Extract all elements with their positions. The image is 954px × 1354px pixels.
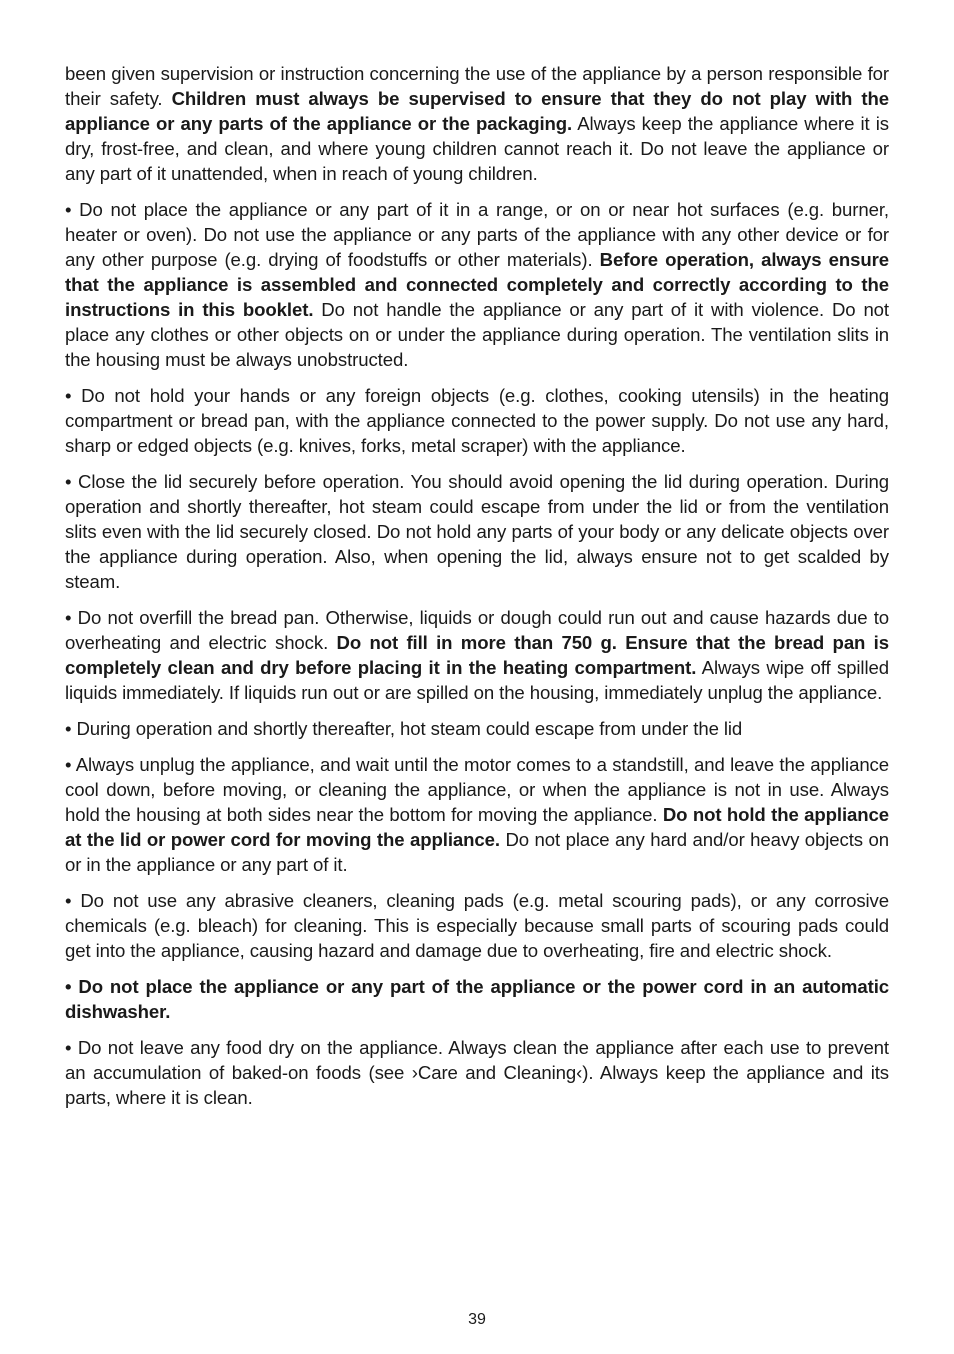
document-body bbox=[65, 61, 889, 1121]
paragraph bbox=[65, 469, 889, 594]
paragraph bbox=[65, 605, 889, 705]
text: Do not handle the appliance or any part of it with violence. Do not place any clothes or other objects on or under the appliance during operation. The ventilation slits in the housing must be always unobstructed. bbox=[65, 299, 889, 370]
text: Do not place any hard and/or heavy objects on or in the appliance or any part of it. bbox=[65, 829, 889, 875]
text: Always keep the appliance where it is dry, frost-free, and clean, and where young children cannot reach it. Do not leave the appliance or any part of it unattended, when in reach of young children. bbox=[65, 113, 889, 184]
text: • Do not hold your hands or any foreign objects (e.g. clothes, cooking utensils) in the heating compartment or bread pan, with the appliance connected to the power supply. Do not use any hard, sharp or edged objects (e.g. knives, forks, metal scraper) with the appliance. bbox=[65, 385, 889, 456]
bold-text: • Do not place the appliance or any part of the appliance or the power cord in an automatic dishwasher. bbox=[65, 976, 889, 1022]
paragraph bbox=[65, 61, 889, 186]
paragraph bbox=[65, 888, 889, 963]
text: • Do not use any abrasive cleaners, cleaning pads (e.g. metal scouring pads), or any corrosive chemicals (e.g. bleach) for cleaning. This is especially because small parts of scouring pads could get into the appliance, causing hazard and damage due to overheating, fire and electric shock. bbox=[65, 890, 889, 961]
paragraph bbox=[65, 1035, 889, 1110]
paragraph bbox=[65, 197, 889, 372]
paragraph bbox=[65, 974, 889, 1024]
paragraph bbox=[65, 383, 889, 458]
text: • Always unplug the appliance, and wait until the motor comes to a standstill, and leave the appliance cool down, before moving, or cleaning the appliance, or when the appliance is not in use. Always hold the housing at both sides near the bottom for moving the appliance. bbox=[65, 754, 889, 825]
text: been given supervision or instruction concerning the use of the appliance by a person responsible for their safety. bbox=[65, 63, 889, 109]
text: • Do not leave any food dry on the appliance. Always clean the appliance after each use to prevent an accumulation of baked-on foods (see ›Care and Cleaning‹). Always keep the appliance and its parts, where it is clean. bbox=[65, 1037, 889, 1108]
text: • Do not place the appliance or any part of it in a range, or on or near hot surfaces (e.g. burner, heater or oven). Do not use the appliance or any parts of the appliance with any other device or for any other purpose (e.g. drying of foodstuffs or other materials). bbox=[65, 199, 889, 270]
page-number: 39 bbox=[468, 1311, 486, 1328]
bold-text: Do not hold the appliance at the lid or power cord for moving the appliance. bbox=[65, 804, 889, 850]
bold-text: Do not fill in more than 750 g. Ensure that the bread pan is completely clean and dry before placing it in the heating compartment. bbox=[65, 632, 889, 678]
paragraph bbox=[65, 716, 889, 741]
text: Always wipe off spilled liquids immediately. If liquids run out or are spilled on the housing, immediately unplug the appliance. bbox=[65, 657, 889, 703]
paragraph bbox=[65, 752, 889, 877]
text: • Close the lid securely before operation. You should avoid opening the lid during operation. During operation and shortly thereafter, hot steam could escape from under the lid or from the ventilation slits even with the lid securely closed. Do not hold any parts of your body or any delicate objects over the appliance during operation. Also, when opening the lid, always ensure not to get scalded by steam. bbox=[65, 471, 889, 592]
bold-text: Before operation, always ensure that the appliance is assembled and connected completely and correctly according to the instructions in this booklet. bbox=[65, 249, 889, 320]
text: • Do not overfill the bread pan. Otherwise, liquids or dough could run out and cause hazards due to overheating and electric shock. bbox=[65, 607, 889, 653]
bold-text: Children must always be supervised to ensure that they do not play with the appliance or any parts of the appliance or the packaging. bbox=[65, 88, 889, 134]
text: • During operation and shortly thereafter, hot steam could escape from under the lid bbox=[65, 718, 743, 739]
